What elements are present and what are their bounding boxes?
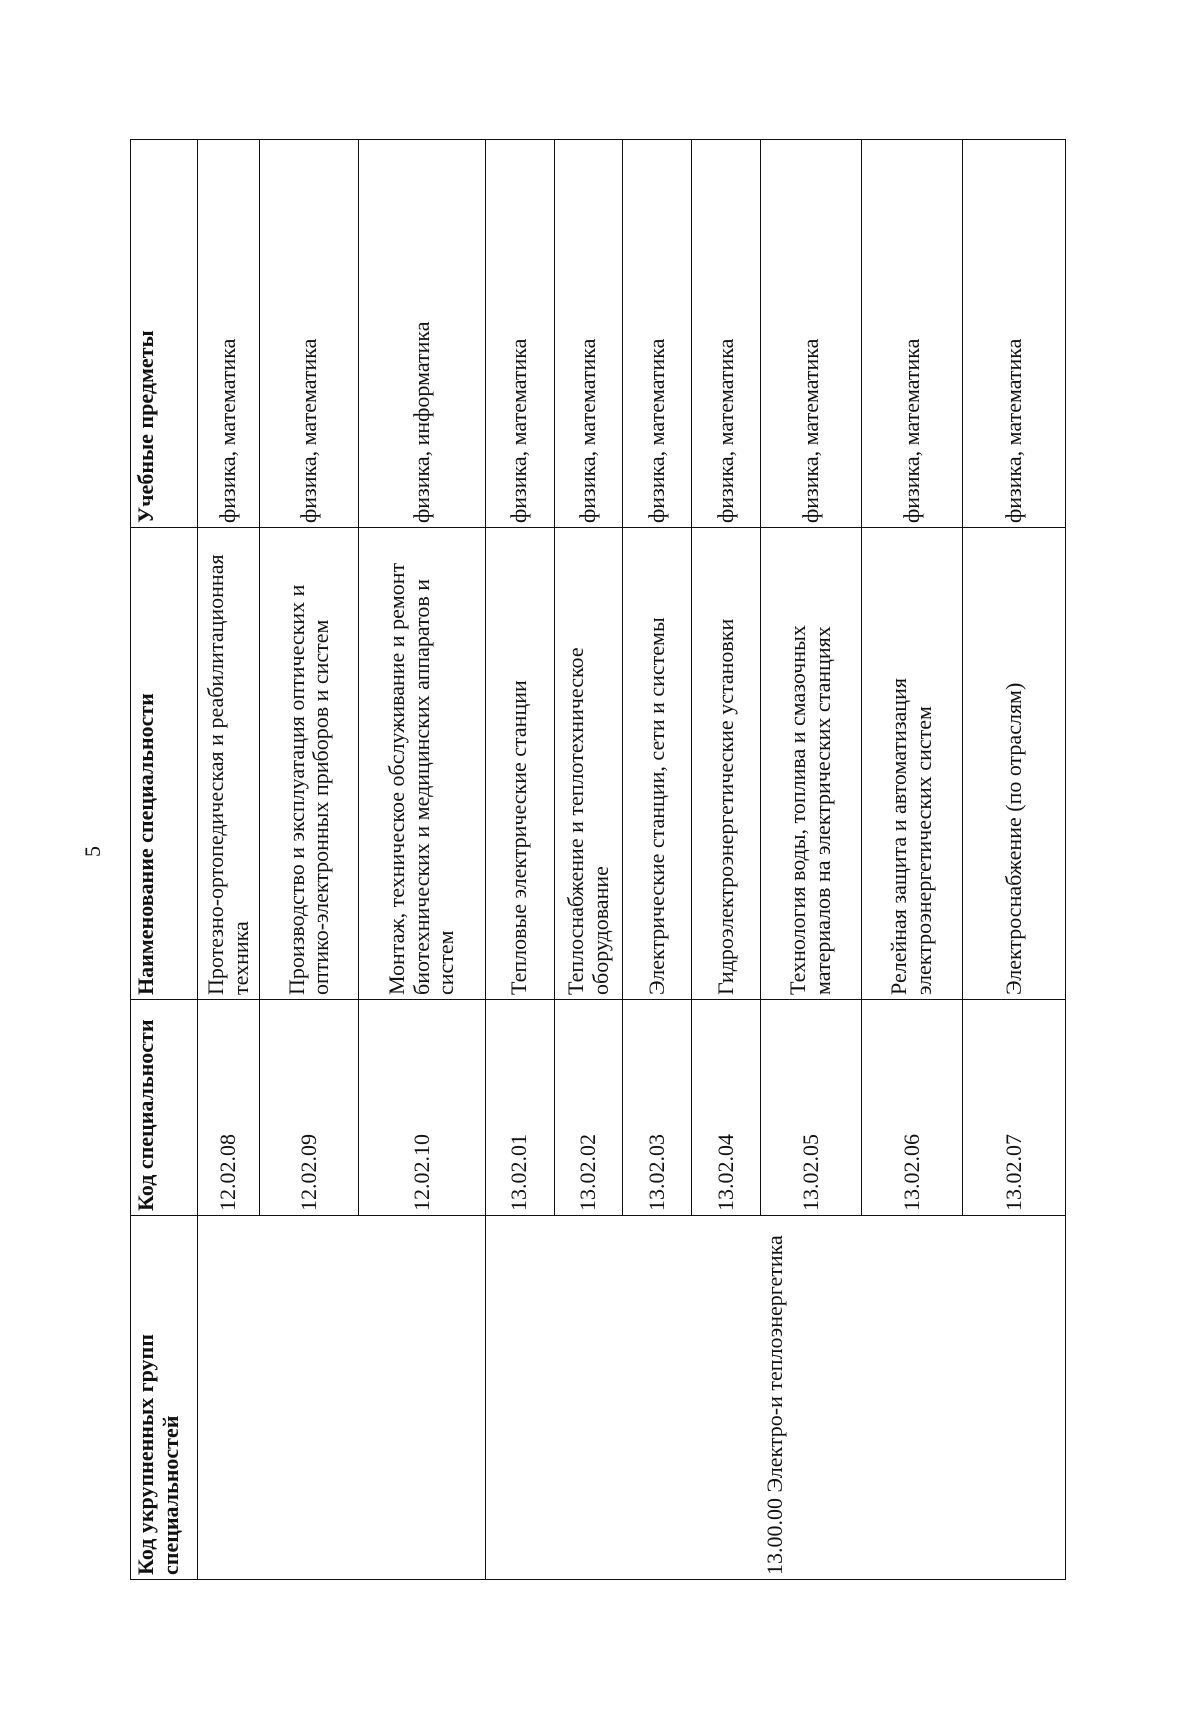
spec-code-cell: 13.02.04 xyxy=(692,1000,761,1216)
spec-name-cell: Теплоснабжение и теплотехническое оборудование xyxy=(554,528,623,1000)
spec-name-cell: Электрические станции, сети и системы xyxy=(623,528,692,1000)
header-group-code: Код укрупненных групп специальностей xyxy=(131,1216,198,1580)
group-cell-13: 13.00.00 Электро-и теплоэнергетика xyxy=(485,1216,1065,1580)
spec-code-cell: 12.02.09 xyxy=(260,1000,359,1216)
header-spec-name: Наименование специальности xyxy=(131,528,198,1000)
group-cell-12 xyxy=(198,1216,486,1580)
spec-name-cell: Релейная защита и автоматизация электроэнергетических систем xyxy=(861,528,962,1000)
subjects-cell: физика, математика xyxy=(962,140,1065,528)
subjects-cell: физика, математика xyxy=(198,140,260,528)
subjects-cell: физика, информатика xyxy=(359,140,486,528)
spec-name-cell: Электроснабжение (по отраслям) xyxy=(962,528,1065,1000)
spec-code-cell: 13.02.05 xyxy=(760,1000,861,1216)
subjects-cell: физика, математика xyxy=(485,140,554,528)
spec-code-cell: 13.02.03 xyxy=(623,1000,692,1216)
spec-name-cell: Гидроэлектроэнергетические установки xyxy=(692,528,761,1000)
subjects-cell: физика, математика xyxy=(760,140,861,528)
subjects-cell: физика, математика xyxy=(692,140,761,528)
spec-code-cell: 13.02.07 xyxy=(962,1000,1065,1216)
table-header-row xyxy=(131,140,198,1580)
subjects-cell: физика, математика xyxy=(861,140,962,528)
specialties-table xyxy=(130,139,1066,1580)
header-spec-code: Код специальности xyxy=(131,1000,198,1216)
table-container xyxy=(130,140,1066,1580)
subjects-cell: физика, математика xyxy=(260,140,359,528)
subjects-cell: физика, математика xyxy=(623,140,692,528)
spec-name-cell: Монтаж, техническое обслуживание и ремонт биотехнических и медицинских аппаратов и систем xyxy=(359,528,486,1000)
spec-code-cell: 13.02.01 xyxy=(485,1000,554,1216)
spec-name-cell: Технология воды, топлива и смазочных материалов на электрических станциях xyxy=(760,528,861,1000)
header-subjects: Учебные предметы xyxy=(131,140,198,528)
spec-code-cell: 13.02.06 xyxy=(861,1000,962,1216)
page-number: 5 xyxy=(80,846,105,857)
spec-name-cell: Протезно-ортопедическая и реабилитационная техника xyxy=(198,528,260,1000)
spec-code-cell: 12.02.10 xyxy=(359,1000,486,1216)
table-row xyxy=(198,140,260,1580)
spec-code-cell: 12.02.08 xyxy=(198,1000,260,1216)
subjects-cell: физика, математика xyxy=(554,140,623,528)
spec-name-cell: Тепловые электрические станции xyxy=(485,528,554,1000)
table-row xyxy=(485,140,554,1580)
spec-name-cell: Производство и эксплуатация оптических и оптико-электронных приборов и систем xyxy=(260,528,359,1000)
spec-code-cell: 13.02.02 xyxy=(554,1000,623,1216)
